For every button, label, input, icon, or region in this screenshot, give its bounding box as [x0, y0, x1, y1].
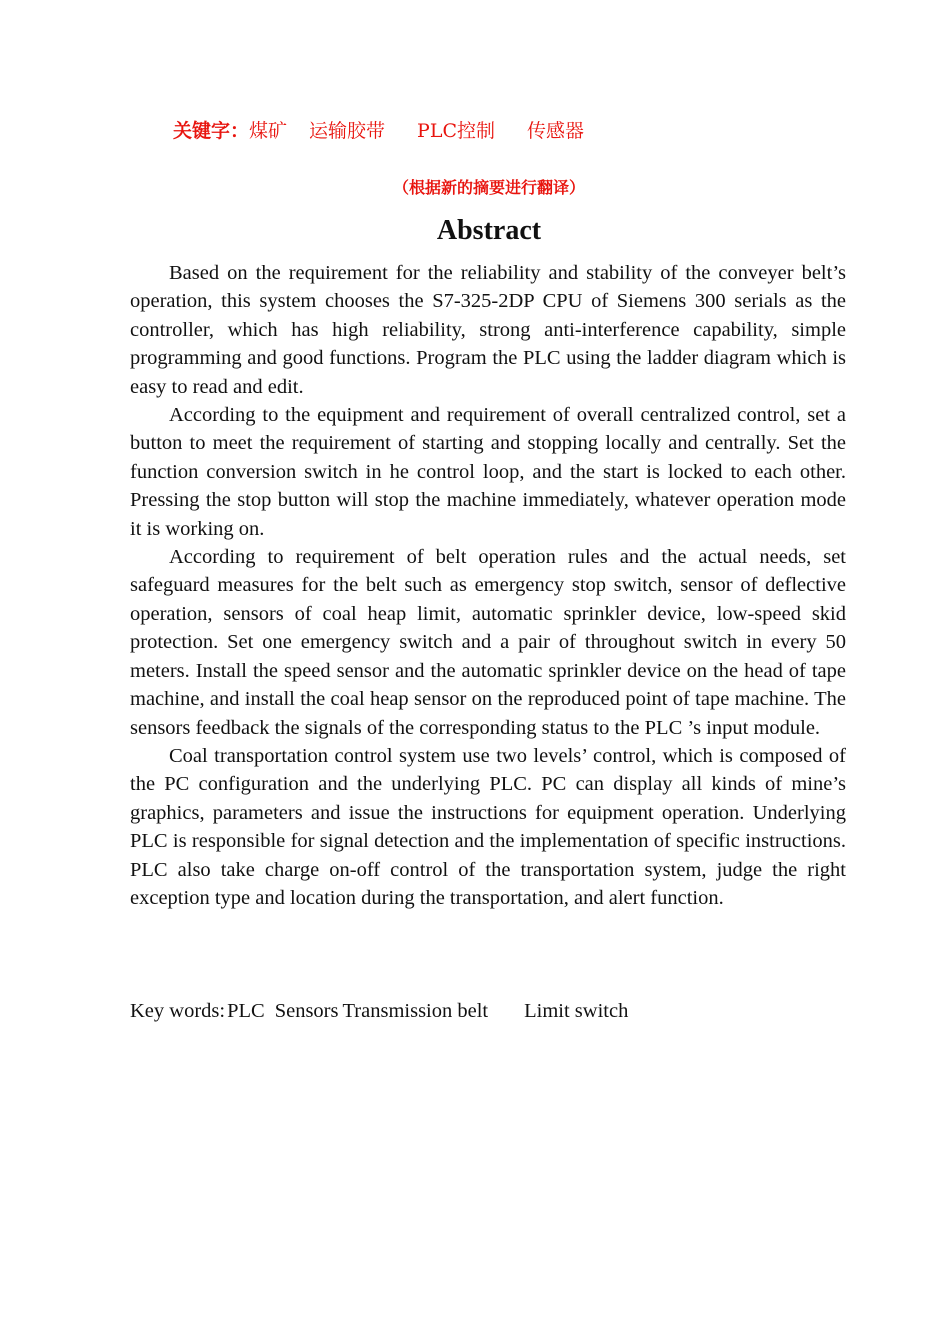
abstract-paragraph: Coal transportation control system use two levels’ control, which is composed of the PC configuration and the underlying PLC. PC can display all kinds of mine’s graphics, parameters and issue the instructions for equipment operation. Underlying PLC is responsible for signal detection and the implementation of specific instructions. PLC also take charge on-off control of the transportation system, judge the right exception type and location during the transportation, and alert function.: [130, 744, 846, 909]
chinese-keyword-item: 传感器: [527, 120, 585, 142]
chinese-keyword-item: 煤矿: [249, 120, 288, 142]
english-keywords-line: [130, 997, 628, 1025]
chinese-keyword-item: 运输胶带: [309, 120, 386, 142]
english-keyword-item: Limit switch: [524, 1000, 629, 1022]
chinese-keywords-label: 关键字：: [173, 120, 250, 142]
english-keyword-item: PLC: [227, 1000, 265, 1022]
chinese-keyword-item: PLC控制: [417, 120, 495, 142]
chinese-keywords-line: [173, 116, 584, 146]
abstract-heading: Abstract: [436, 215, 542, 246]
abstract-paragraph: Based on the requirement for the reliability and stability of the conveyer belt’s operation, this system chooses the S7-325-2DP CPU of Siemens 300 serials as the controller, which has high reliability, strong anti-interference capability, simple programming and good functions. Program the PLC using the ladder diagram which is easy to read and edit.: [130, 262, 846, 398]
translation-note: （根据新的摘要进行翻译）: [392, 178, 585, 197]
english-keyword-item: Transmission belt: [342, 1000, 489, 1022]
abstract-paragraph: According to the equipment and requirement of overall centralized control, set a button to meet the requirement of starting and stopping locally and centrally. Set the function conversion switch in he control loop, and the start is locked to each other. Pressing the stop button will stop the machine immediately, whatever operation mode it is working on.: [130, 404, 846, 540]
abstract-body: [130, 259, 846, 912]
english-keyword-item: Sensors: [274, 1000, 339, 1022]
abstract-paragraph: According to requirement of belt operation rules and the actual needs, set safeguard measures for the belt such as emergency stop switch, sensor of deflective operation, sensors of coal heap limit, automatic sprinkler device, low-speed skid protection. Set one emergency switch and a pair of throughout switch in every 50 meters. Install the speed sensor and the automatic sprinkler device on the head of tape machine, and install the coal heap sensor on the reproduced point of tape machine. The sensors feedback the signals of the corresponding status to the PLC ’s input module.: [130, 546, 846, 739]
english-keywords-label: Key words:: [130, 1000, 226, 1022]
